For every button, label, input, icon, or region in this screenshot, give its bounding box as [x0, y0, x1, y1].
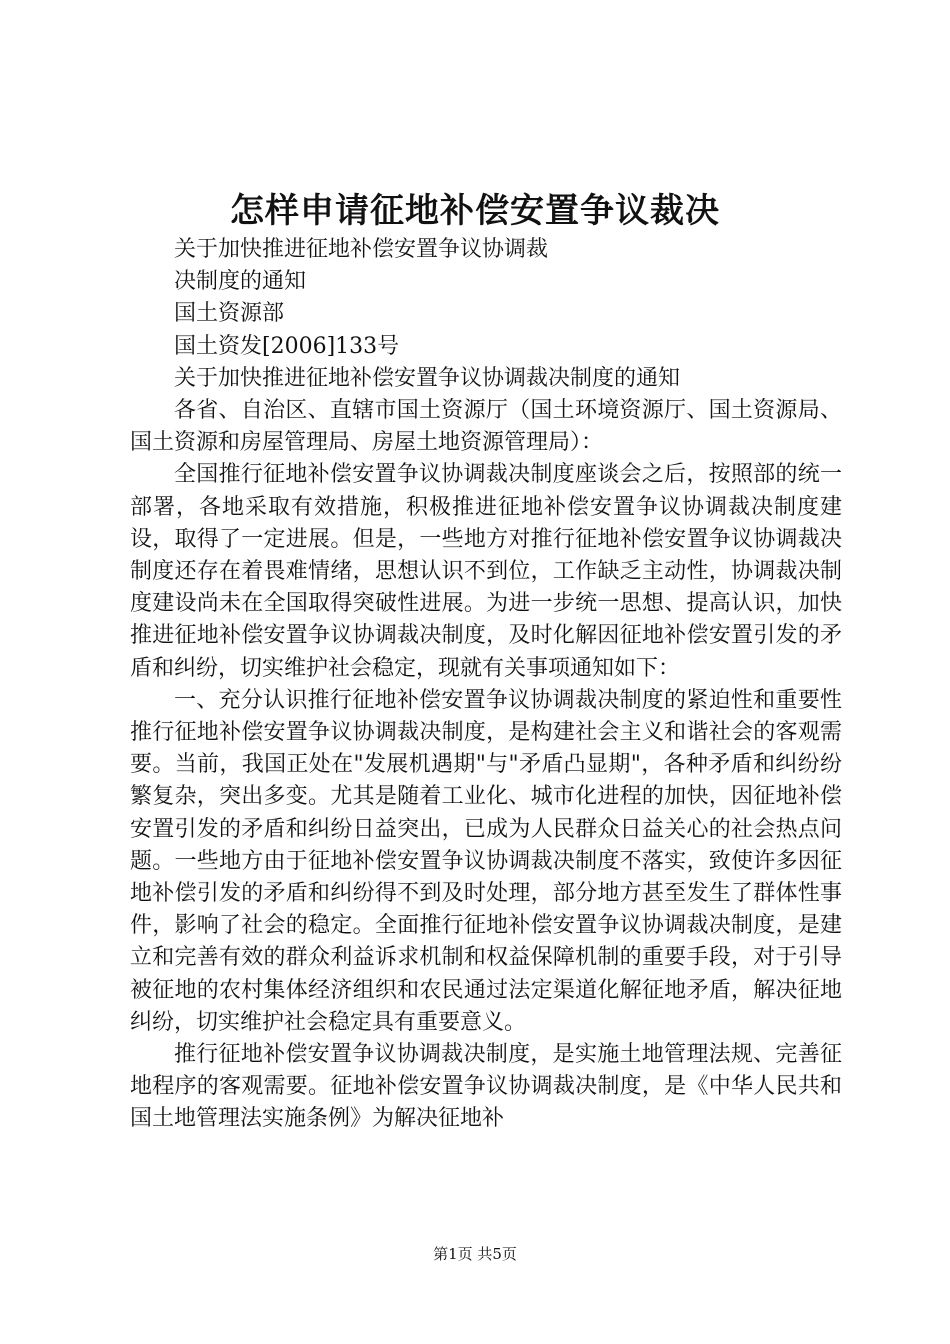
paragraph-5: 关于加快推进征地补偿安置争议协调裁决制度的通知 — [174, 365, 681, 391]
paragraph-7: 全国推行征地补偿安置争议协调裁决制度座谈会之后，按照部的统一部署，各地采取有效措施，积极推进征地补偿安置争议协调裁决制度建设，取得了一定进展。但是，一些地方对推行征地补偿安置争议协调裁决制度还存在着畏难情绪，思想认识不到位，工作缺乏主动性，协调裁决制度建设尚未在全国取得突破性进展。为进一步统一思想、提高认识，加快推进征地补偿安置争议协调裁决制度，及时化解因征地补偿安置引发的矛盾和纠纷，切实维护社会稳定，现就有关事项通知如下： — [130, 462, 842, 681]
paragraph-2: 决制度的通知 — [174, 269, 307, 295]
paragraph-4: 国土资发[2006]133号 — [174, 333, 400, 359]
paragraph-1: 关于加快推进征地补偿安置争议协调裁 — [174, 237, 549, 262]
paragraph-9: 推行征地补偿安置争议协调裁决制度，是实施土地管理法规、完善征地程序的客观需要。征地补偿安置争议协调裁决制度，是《中华人民共和国土地管理法实施条例》为解决征地补 — [130, 1042, 842, 1132]
paragraph-8: 一、充分认识推行征地补偿安置争议协调裁决制度的紧迫性和重要性推行征地补偿安置争议协调裁决制度，是构建社会主义和谐社会的客观需要。当前，我国正处在"发展机遇期"与"矛盾凸显期"，各种矛盾和纠纷纷繁复杂，突出多变。尤其是随着工业化、城市化进程的加快，因征地补偿安置引发的矛盾和纠纷日益突出，已成为人民群众日益关心的社会热点问题。一些地方由于征地补偿安置争议协调裁决制度不落实，致使许多因征地补偿引发的矛盾和纠纷得不到及时处理，部分地方甚至发生了群体性事件，影响了社会的稳定。全面推行征地补偿安置争议协调裁决制度，是建立和完善有效的群众利益诉求机制和权益保障机制的重要手段，对于引导被征地的农村集体经济组织和农民通过法定渠道化解征地矛盾，解决征地纠纷，切实维护社会稳定具有重要意义。 — [130, 687, 842, 1035]
paragraph-6: 各省、自治区、直辖市国土资源厅（国土环境资源厅、国土资源局、国土资源和房屋管理局、房屋土地资源管理局）： — [130, 398, 842, 456]
page-footer: 第1页 共5页 — [433, 1245, 517, 1263]
document-title: 怎样申请征地补偿安置争议裁决 — [230, 191, 720, 231]
document-body — [130, 234, 842, 1136]
paragraph-3: 国土资源部 — [174, 301, 285, 327]
